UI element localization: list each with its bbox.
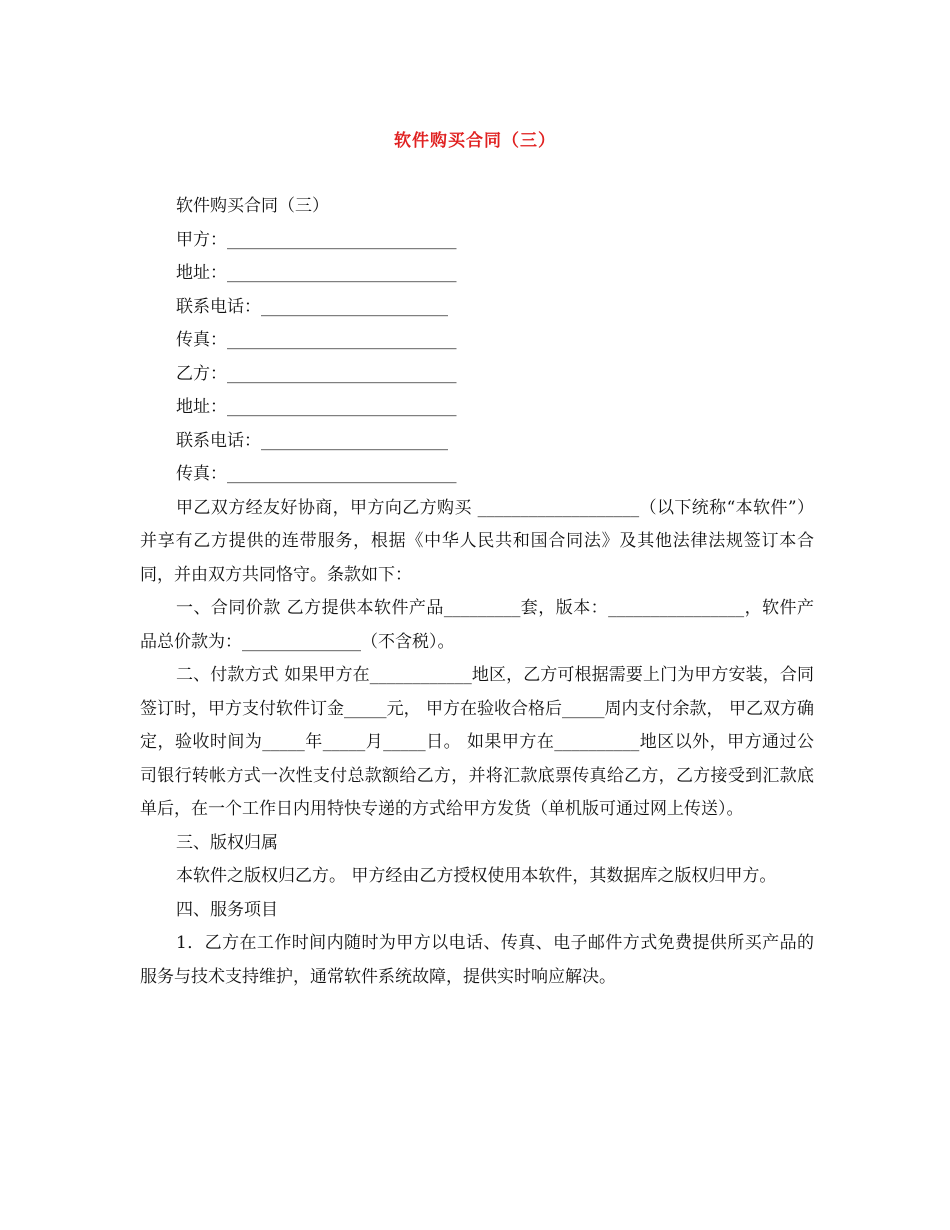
party-a-name-field: 甲方：___________________________ <box>176 229 457 250</box>
clause-price-paragraph: 一、合同价款 乙方提供本软件产品_________套，版本：________________，软件产品总价款为：______________（不含税）。 <box>140 598 814 652</box>
party-a-address-field: 地址：___________________________ <box>176 263 457 283</box>
clause-service-heading: 四、服务项目 <box>176 899 278 920</box>
party-b-address-field: 地址：___________________________ <box>176 397 457 417</box>
clause-copyright-paragraph: 本软件之版权归乙方。 甲方经由乙方授权使用本软件，其数据库之版权归甲方。 <box>176 866 777 886</box>
document-heading: 软件购买合同（三） <box>176 196 329 216</box>
clause-copyright-heading: 三、版权归属 <box>176 832 278 853</box>
preamble-paragraph: 甲乙双方经友好协商，甲方向乙方购买 ___________________（以下统称“本软件”） 并享有乙方提供的连带服务，根据《中华人民共和国合同法》及其他法律法规签订本合同，并由双方共同恪守。条款如下： <box>140 497 814 585</box>
party-b-phone-field: 联系电话：______________________ <box>176 430 448 451</box>
party-a-fax-field: 传真：___________________________ <box>176 330 457 350</box>
clause-service-item-1: 1．乙方在工作时间内随时为甲方以电话、传真、电子邮件方式免费提供所买产品的服务与技术支持维护，通常软件系统故障，提供实时响应解决。 <box>140 933 814 987</box>
document-title: 软件购买合同（三） <box>394 131 556 151</box>
clause-payment-paragraph: 二、付款方式 如果甲方在____________地区，乙方可根据需要上门为甲方安装，合同签订时，甲方支付软件订金_____元， 甲方在验收合格后_____周内支付余款， 甲乙双方确定，验收时间为_____年_____月_____日。 如果甲方在__________地区以外，甲方通过公司银行转帐方式一次性支付总款额给乙方，并将汇款底票传真给乙方，乙方接受到汇款底单后，在一个工作日内用特快专递的方式给甲方发货（单机版可通过网上传送）。 <box>140 665 814 819</box>
document-body <box>140 190 814 994</box>
party-a-phone-field: 联系电话：______________________ <box>176 296 448 317</box>
party-b-name-field: 乙方：___________________________ <box>176 363 457 384</box>
party-b-fax-field: 传真：___________________________ <box>176 464 457 484</box>
